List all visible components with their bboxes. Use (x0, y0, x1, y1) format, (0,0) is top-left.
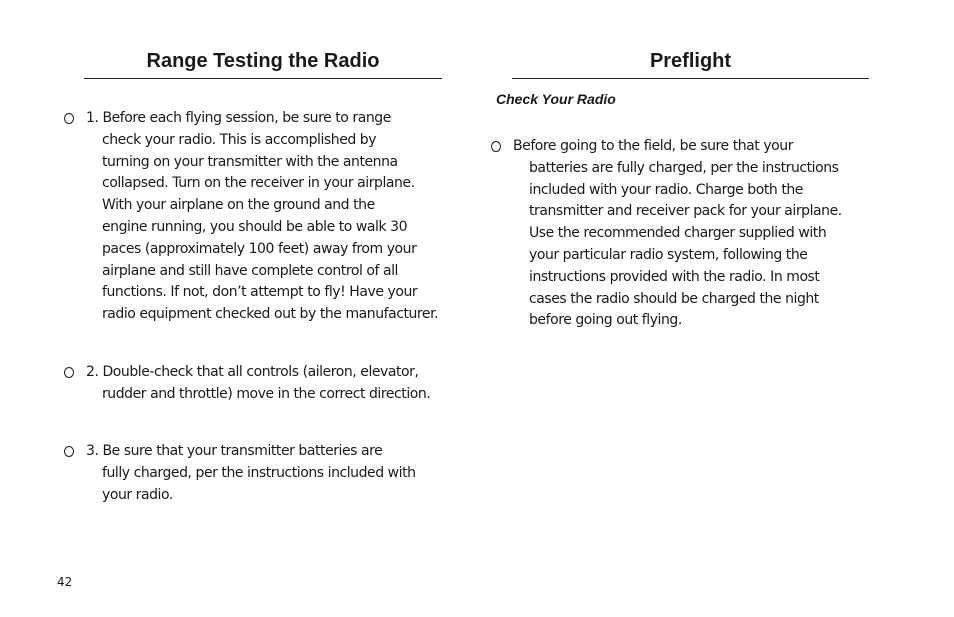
item-text-line: Use the recommended charger supplied with (529, 225, 827, 242)
checkbox-circle-icon (64, 367, 74, 378)
item-text-line: With your airplane on the ground and the (102, 197, 375, 214)
item-text-line: airplane and still have complete control of all (102, 262, 398, 279)
checkbox-circle-icon (491, 141, 501, 152)
right-column (512, 48, 869, 79)
item-text-line: radio equipment checked out by the manufacturer. (102, 306, 439, 323)
item-text-line: fully charged, per the instructions included with (102, 464, 416, 481)
checklist-item (64, 108, 444, 326)
item-text-line: transmitter and receiver pack for your airplane. (529, 203, 842, 220)
item-text-line: check your radio. This is accomplished by (102, 131, 377, 148)
section-heading-range-testing: Range Testing the Radio (84, 48, 442, 79)
item-text-line: engine running, you should be able to walk 30 (102, 218, 408, 235)
item-text-first-line: 2. Double-check that all controls (aileron, elevator, (86, 364, 419, 380)
item-text-line: paces (approximately 100 feet) away from your (102, 240, 417, 257)
item-text-first-line: Before going to the field, be sure that your (513, 138, 794, 154)
page-number: 42 (57, 575, 73, 589)
subheading-check-your-radio: Check Your Radio (496, 91, 616, 107)
item-text-first-line: 1. Before each flying session, be sure to range (86, 110, 391, 126)
item-text-line: collapsed. Turn on the receiver in your airplane. (102, 175, 415, 192)
item-text-line: turning on your transmitter with the antenna (102, 153, 398, 170)
checkbox-circle-icon (64, 113, 74, 124)
item-text-line: your radio. (102, 486, 173, 503)
item-text-first-line: 3. Be sure that your transmitter batteries are (86, 443, 383, 459)
checkbox-circle-icon (64, 446, 74, 457)
item-text-line: rudder and throttle) move in the correct direction. (102, 385, 431, 402)
item-text-line: included with your radio. Charge both the (529, 181, 803, 198)
item-text-line: instructions provided with the radio. In most (529, 268, 820, 285)
checklist-item (491, 136, 861, 332)
left-column (84, 48, 442, 79)
item-text-line: batteries are fully charged, per the instructions (529, 159, 839, 176)
checklist-item (64, 362, 444, 406)
item-text-line: functions. If not, don’t attempt to fly! Have your (102, 284, 418, 301)
section-heading-preflight: Preflight (512, 48, 869, 79)
item-text-line: your particular radio system, following the (529, 246, 808, 263)
item-text-line: before going out flying. (529, 312, 682, 329)
item-text-line: cases the radio should be charged the night (529, 290, 819, 307)
checklist-item (64, 441, 444, 506)
